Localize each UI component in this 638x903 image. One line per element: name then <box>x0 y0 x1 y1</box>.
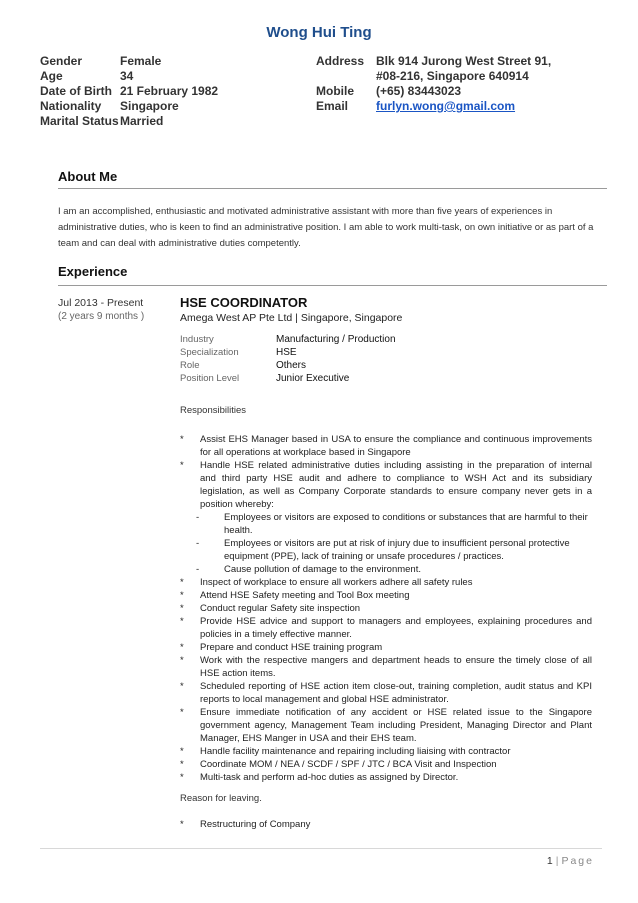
meta-value: HSE <box>276 347 297 358</box>
responsibility-text: Assist EHS Manager based in USA to ensure the compliance and continuous improvements for all operations at workplace based in Singapore <box>200 434 592 458</box>
responsibilities-list <box>180 433 592 784</box>
responsibility-item <box>180 706 592 745</box>
personal-value: 21 February 1982 <box>120 84 219 98</box>
personal-label: Nationality <box>40 99 102 113</box>
reason-text: Restructuring of Company <box>200 819 311 830</box>
company-name: Amega West AP Pte Ltd | Singapore, Singapore <box>180 312 403 324</box>
responsibility-text: Inspect of workplace to ensure all workers adhere all safety rules <box>200 577 473 588</box>
bullet-marker: * <box>180 616 184 627</box>
about-text: I am an accomplished, enthusiastic and motivated administrative assistant with more than five years of experiences in administrative duties, who is keen to find an administrative position. I am able to work multi-task, on own initiative or as part of a team and can deal with administrative duties competently. <box>58 206 594 249</box>
meta-label: Specialization <box>180 347 239 358</box>
bullet-marker: * <box>180 603 184 614</box>
responsibility-item <box>180 433 592 459</box>
bullet-marker: * <box>180 434 184 445</box>
personal-value: Married <box>120 114 164 128</box>
meta-label: Position Level <box>180 373 240 384</box>
personal-label: Marital Status <box>40 114 119 128</box>
bullet-marker: * <box>180 759 184 770</box>
reason-label: Reason for leaving. <box>180 793 262 804</box>
responsibility-text: Work with the respective mangers and department heads to ensure the timely close of all HSE action items. <box>200 655 592 679</box>
personal-row <box>40 84 218 99</box>
job-title: HSE COORDINATOR <box>180 295 308 310</box>
responsibility-text: Scheduled reporting of HSE action item close-out, training completion, audit status and KPI reports to local management and global HSE administrator. <box>200 681 592 705</box>
bullet-marker: * <box>180 746 184 757</box>
experience-divider <box>58 285 607 286</box>
address-label: Address <box>316 54 365 68</box>
responsibility-item <box>180 771 592 784</box>
address-line-2: #08-216, Singapore 640914 <box>376 69 529 83</box>
bullet-marker: * <box>180 681 184 692</box>
responsibilities-label: Responsibilities <box>180 405 247 416</box>
resume-name: Wong Hui Ting <box>266 24 372 41</box>
responsibility-text: Handle HSE related administrative duties including assisting in the preparation of internal and third party HSE audit and adhere to compliance to WSH Act and its subsidiary legislation, as well as Company Corporate standards to ensure company never gets in a position whereby: <box>200 460 592 510</box>
personal-details <box>40 54 218 129</box>
meta-label: Role <box>180 360 200 371</box>
address-line-1: Blk 914 Jurong West Street 91, <box>376 54 552 68</box>
about-divider <box>58 188 607 189</box>
sub-responsibility-item <box>180 511 592 537</box>
responsibility-text: Attend HSE Safety meeting and Tool Box meeting <box>200 590 410 601</box>
responsibility-item <box>180 654 592 680</box>
meta-row <box>180 359 396 372</box>
responsibility-item <box>180 680 592 706</box>
responsibility-item <box>180 589 592 602</box>
personal-row <box>40 69 218 84</box>
meta-value: Others <box>276 360 307 371</box>
sub-bullet-marker: - <box>196 512 200 523</box>
job-meta <box>180 333 396 385</box>
sub-bullet-marker: - <box>196 538 200 549</box>
bullet-marker: * <box>180 707 184 718</box>
bullet-marker: * <box>180 772 184 783</box>
sub-responsibility-item <box>180 537 592 563</box>
page-word: Page <box>561 855 594 867</box>
email-label: Email <box>316 99 349 113</box>
bullet-marker: * <box>180 819 184 830</box>
about-title: About Me <box>58 169 118 184</box>
responsibility-item <box>180 615 592 641</box>
responsibility-text: Multi-task and perform ad-hoc duties as assigned by Director. <box>200 772 459 783</box>
bullet-marker: * <box>180 642 184 653</box>
contact-details <box>316 54 551 114</box>
responsibility-text: Prepare and conduct HSE training program <box>200 642 383 653</box>
responsibility-item <box>180 576 592 589</box>
mobile-label: Mobile <box>316 84 354 98</box>
bullet-marker: * <box>180 590 184 601</box>
personal-label: Gender <box>40 54 83 68</box>
page-footer <box>547 855 594 867</box>
bullet-marker: * <box>180 577 184 588</box>
personal-row <box>40 54 218 69</box>
responsibility-text: Ensure immediate notification of any accident or HSE related issue to the Singapore government agency, Management Team including President, Managing Director and Plant Manager, EHS Manger in USA and their EHS team. <box>200 707 592 744</box>
bullet-marker: * <box>180 460 184 471</box>
personal-row <box>40 99 218 114</box>
experience-duration: (2 years 9 months ) <box>58 311 145 322</box>
meta-row <box>180 372 396 385</box>
responsibility-text: Conduct regular Safety site inspection <box>200 603 361 614</box>
sub-responsibility-item <box>180 563 592 576</box>
sub-bullet-marker: - <box>196 564 200 575</box>
experience-title: Experience <box>58 264 128 279</box>
personal-label: Age <box>40 69 63 83</box>
sub-responsibility-text: Employees or visitors are put at risk of injury due to insufficient personal protective equipment (PPE), lack of training or unsafe procedures / practices. <box>224 538 570 562</box>
responsibility-item <box>180 602 592 615</box>
page-number: 1 <box>546 855 553 867</box>
mobile-value: (+65) 83443023 <box>376 84 462 98</box>
experience-period-block <box>58 296 144 324</box>
email-link[interactable]: furlyn.wong@gmail.com <box>376 99 516 113</box>
meta-row <box>180 333 396 346</box>
personal-value: 34 <box>120 69 134 83</box>
personal-value: Singapore <box>120 99 179 113</box>
sub-responsibility-text: Employees or visitors are exposed to conditions or substances that are harmful to their health. <box>224 512 588 536</box>
meta-row <box>180 346 396 359</box>
responsibility-text: Coordinate MOM / NEA / SCDF / SPF / JTC / BCA Visit and Inspection <box>200 759 497 770</box>
bullet-marker: * <box>180 655 184 666</box>
responsibility-item <box>180 758 592 771</box>
meta-value: Manufacturing / Production <box>276 334 396 345</box>
personal-value: Female <box>120 54 162 68</box>
responsibility-item <box>180 641 592 654</box>
responsibility-item <box>180 459 592 511</box>
responsibility-text: Provide HSE advice and support to managers and employees, explaining procedures and policies in a timely effective manner. <box>200 616 592 640</box>
meta-label: Industry <box>180 334 214 345</box>
footer-divider <box>40 848 602 849</box>
reason-item <box>180 819 310 830</box>
experience-period: Jul 2013 - Present <box>58 297 144 309</box>
responsibility-item <box>180 745 592 758</box>
page-separator: | <box>555 855 559 867</box>
personal-label: Date of Birth <box>40 84 112 98</box>
meta-value: Junior Executive <box>276 373 350 384</box>
sub-responsibility-text: Cause pollution of damage to the environment. <box>224 564 421 575</box>
responsibility-text: Handle facility maintenance and repairing including liaising with contractor <box>200 746 511 757</box>
personal-row <box>40 114 218 129</box>
